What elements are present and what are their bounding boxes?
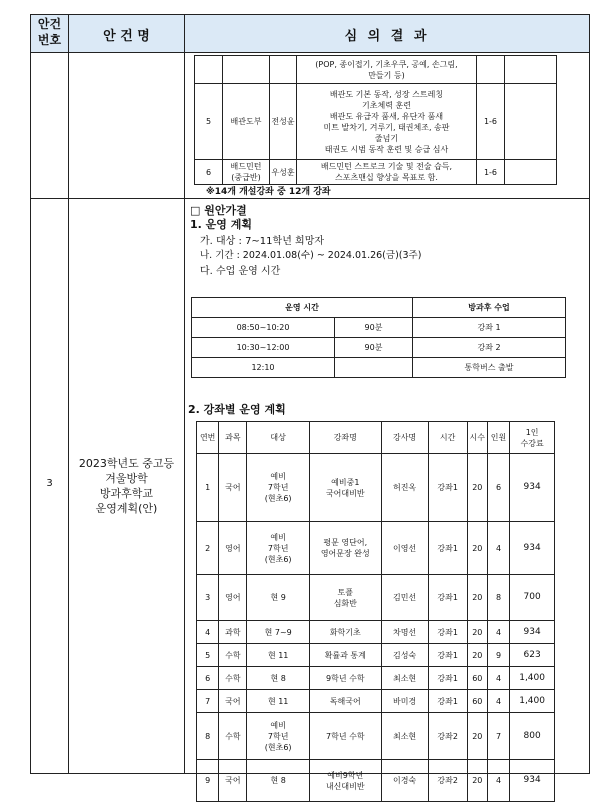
cell: 1,400 bbox=[510, 667, 555, 690]
cell: 7 bbox=[197, 690, 219, 713]
cell: 700 bbox=[510, 575, 555, 621]
agenda-title: 2023학년도 중고등 겨울방학 방과후학교 운영계획(안) bbox=[78, 457, 175, 515]
cell: 20 bbox=[467, 575, 487, 621]
cell: 수학 bbox=[219, 713, 247, 760]
cell: 배드민턴 (중급반) bbox=[223, 160, 270, 185]
cell: 현 9 bbox=[247, 575, 310, 621]
cell: 800 bbox=[510, 713, 555, 760]
cell: 9 bbox=[487, 644, 509, 667]
cell: 강좌 1 bbox=[413, 318, 566, 338]
course-header-cell: 강사명 bbox=[381, 422, 428, 454]
cell: 90분 bbox=[335, 338, 413, 358]
cell: 현 11 bbox=[247, 690, 310, 713]
cell: 강좌 2 bbox=[413, 338, 566, 358]
cell: 예비 7학년 (현초6) bbox=[247, 522, 310, 575]
cell: 08:50~10:20 bbox=[192, 318, 335, 338]
cell: 토플 심화반 bbox=[309, 575, 381, 621]
cell: 90분 bbox=[335, 318, 413, 338]
time-table bbox=[191, 297, 566, 378]
plan-target: 가. 대상 : 7~11학년 희망자 bbox=[200, 236, 325, 247]
table-row bbox=[192, 318, 566, 338]
cell: 최소현 bbox=[381, 713, 428, 760]
cell bbox=[335, 358, 413, 378]
table-row bbox=[197, 667, 555, 690]
cell: 3 bbox=[197, 575, 219, 621]
cell: 20 bbox=[467, 760, 487, 802]
cell: 바미경 bbox=[381, 690, 428, 713]
cell: 배드민턴 스트로크 기술 및 전술 습득, 스포츠맨십 향상을 목표로 함. bbox=[297, 160, 477, 185]
row-divider bbox=[30, 198, 590, 199]
section-1-title: 1. 운영 계획 bbox=[190, 218, 252, 231]
table-row bbox=[195, 160, 557, 185]
table-row bbox=[197, 522, 555, 575]
cell: 20 bbox=[467, 644, 487, 667]
cell: 평문 영단어, 영어문장 완성 bbox=[309, 522, 381, 575]
cell: 7 bbox=[487, 713, 509, 760]
cell: 배관도 기본 동작, 성장 스트레칭 기초체력 훈련 배관도 유급자 품새, 유단자 품새 미트 발차기, 겨루기, 태권체조, 송판 줄넘기 태권도 시범 동작 훈련 및 승급 심사 bbox=[297, 84, 477, 160]
header-divider bbox=[30, 52, 590, 53]
cell: 이영선 bbox=[381, 522, 428, 575]
decision-status: □ 원안가결 bbox=[190, 204, 247, 217]
course-table bbox=[196, 421, 555, 802]
cell: 현 8 bbox=[247, 667, 310, 690]
course-header-cell: 대상 bbox=[247, 422, 310, 454]
cell: 8 bbox=[487, 575, 509, 621]
cell: 20 bbox=[467, 522, 487, 575]
course-header-row bbox=[197, 422, 555, 454]
time-header: 방과후 수업 bbox=[413, 298, 566, 318]
cell: 6 bbox=[487, 454, 509, 522]
cell: 현 11 bbox=[247, 644, 310, 667]
cell: 934 bbox=[510, 454, 555, 522]
cell: 934 bbox=[510, 621, 555, 644]
table-row bbox=[197, 690, 555, 713]
cell: 확률과 통계 bbox=[309, 644, 381, 667]
section-2-title: 2. 강좌별 운영 계획 bbox=[188, 403, 286, 416]
course-header-cell: 1인 수강료 bbox=[510, 422, 555, 454]
prev-top-text: (POP, 종이접기, 기초우쿠, 공예, 손그림, 만들기 등) bbox=[297, 56, 477, 84]
cell: 최소현 bbox=[381, 667, 428, 690]
cell: 4 bbox=[487, 522, 509, 575]
table-row bbox=[197, 575, 555, 621]
cell: 1-6 bbox=[477, 84, 505, 160]
plan-period: 나. 기간 : 2024.01.08(수) ~ 2024.01.26(금)(3주) bbox=[200, 250, 422, 261]
cell: 강좌1 bbox=[428, 454, 467, 522]
cell: 1,400 bbox=[510, 690, 555, 713]
cell: 1 bbox=[197, 454, 219, 522]
cell: 20 bbox=[467, 713, 487, 760]
cell: 영어 bbox=[219, 575, 247, 621]
cell: 김민선 bbox=[381, 575, 428, 621]
cell: 20 bbox=[467, 621, 487, 644]
cell: 국어 bbox=[219, 690, 247, 713]
cell: 강좌1 bbox=[428, 621, 467, 644]
cell: 60 bbox=[467, 667, 487, 690]
cell: 934 bbox=[510, 760, 555, 802]
cell: 4 bbox=[487, 690, 509, 713]
header-no: 안건 번호 bbox=[37, 17, 62, 47]
cell: 9 bbox=[197, 760, 219, 802]
cell: 국어 bbox=[219, 454, 247, 522]
course-header-cell: 시수 bbox=[467, 422, 487, 454]
header-title: 안 건 명 bbox=[103, 29, 150, 44]
cell: 8 bbox=[197, 713, 219, 760]
cell: 예비 7학년 (현초6) bbox=[247, 713, 310, 760]
prev-course-table bbox=[194, 55, 557, 185]
cell bbox=[505, 160, 557, 185]
cell: 강좌1 bbox=[428, 522, 467, 575]
cell: 60 bbox=[467, 690, 487, 713]
prev-table-note: ※14개 개설강좌 중 12개 강좌 bbox=[206, 187, 331, 197]
cell: 4 bbox=[487, 760, 509, 802]
cell: 국어 bbox=[219, 760, 247, 802]
cell: 7학년 수학 bbox=[309, 713, 381, 760]
cell: 강좌1 bbox=[428, 667, 467, 690]
cell: 강좌1 bbox=[428, 644, 467, 667]
cell: 4 bbox=[487, 621, 509, 644]
cell: 과학 bbox=[219, 621, 247, 644]
cell: 9학년 수학 bbox=[309, 667, 381, 690]
cell: 4 bbox=[487, 667, 509, 690]
table-row bbox=[197, 621, 555, 644]
cell: 배관도부 bbox=[223, 84, 270, 160]
cell: 934 bbox=[510, 522, 555, 575]
table-row bbox=[197, 644, 555, 667]
table-row bbox=[192, 338, 566, 358]
table-row bbox=[195, 56, 557, 84]
cell: 김성숙 bbox=[381, 644, 428, 667]
header-result: 심 의 결 과 bbox=[344, 29, 430, 44]
cell: 전성윤 bbox=[270, 84, 297, 160]
cell: 6 bbox=[197, 667, 219, 690]
cell: 예비중1 국어대비반 bbox=[309, 454, 381, 522]
col-divider-2 bbox=[184, 14, 185, 774]
cell: 독해국어 bbox=[309, 690, 381, 713]
course-header-cell: 연번 bbox=[197, 422, 219, 454]
table-row bbox=[197, 454, 555, 522]
plan-time-label: 다. 수업 운영 시간 bbox=[200, 266, 281, 277]
cell: 허진옥 bbox=[381, 454, 428, 522]
cell: 10:30~12:00 bbox=[192, 338, 335, 358]
cell: 예비 7학년 (현초6) bbox=[247, 454, 310, 522]
table-row bbox=[192, 358, 566, 378]
cell: 2 bbox=[197, 522, 219, 575]
cell: 1-6 bbox=[477, 160, 505, 185]
time-header: 운영 시간 bbox=[192, 298, 413, 318]
cell: 화학기초 bbox=[309, 621, 381, 644]
cell: 5 bbox=[195, 84, 223, 160]
cell: 차명선 bbox=[381, 621, 428, 644]
cell: 6 bbox=[195, 160, 223, 185]
cell: 현 8 bbox=[247, 760, 310, 802]
cell: 12:10 bbox=[192, 358, 335, 378]
course-header-cell: 인원 bbox=[487, 422, 509, 454]
cell bbox=[505, 84, 557, 160]
cell: 예비9학년 내신대비반 bbox=[309, 760, 381, 802]
cell: 이경숙 bbox=[381, 760, 428, 802]
course-header-cell: 시간 bbox=[428, 422, 467, 454]
course-header-cell: 강좌명 bbox=[309, 422, 381, 454]
table-row bbox=[192, 298, 566, 318]
cell: 20 bbox=[467, 454, 487, 522]
cell: 623 bbox=[510, 644, 555, 667]
cell: 강좌1 bbox=[428, 575, 467, 621]
cell: 통학버스 출발 bbox=[413, 358, 566, 378]
cell: 5 bbox=[197, 644, 219, 667]
col-divider-1 bbox=[68, 14, 69, 774]
table-row bbox=[195, 84, 557, 160]
cell: 수학 bbox=[219, 644, 247, 667]
cell: 현 7~9 bbox=[247, 621, 310, 644]
cell: 강좌2 bbox=[428, 760, 467, 802]
cell: 수학 bbox=[219, 667, 247, 690]
table-row bbox=[197, 760, 555, 802]
cell: 우성훈 bbox=[270, 160, 297, 185]
table-row bbox=[197, 713, 555, 760]
cell: 4 bbox=[197, 621, 219, 644]
agenda-number: 3 bbox=[46, 478, 53, 489]
course-header-cell: 과목 bbox=[219, 422, 247, 454]
cell: 강좌1 bbox=[428, 690, 467, 713]
cell: 영어 bbox=[219, 522, 247, 575]
cell: 강좌2 bbox=[428, 713, 467, 760]
